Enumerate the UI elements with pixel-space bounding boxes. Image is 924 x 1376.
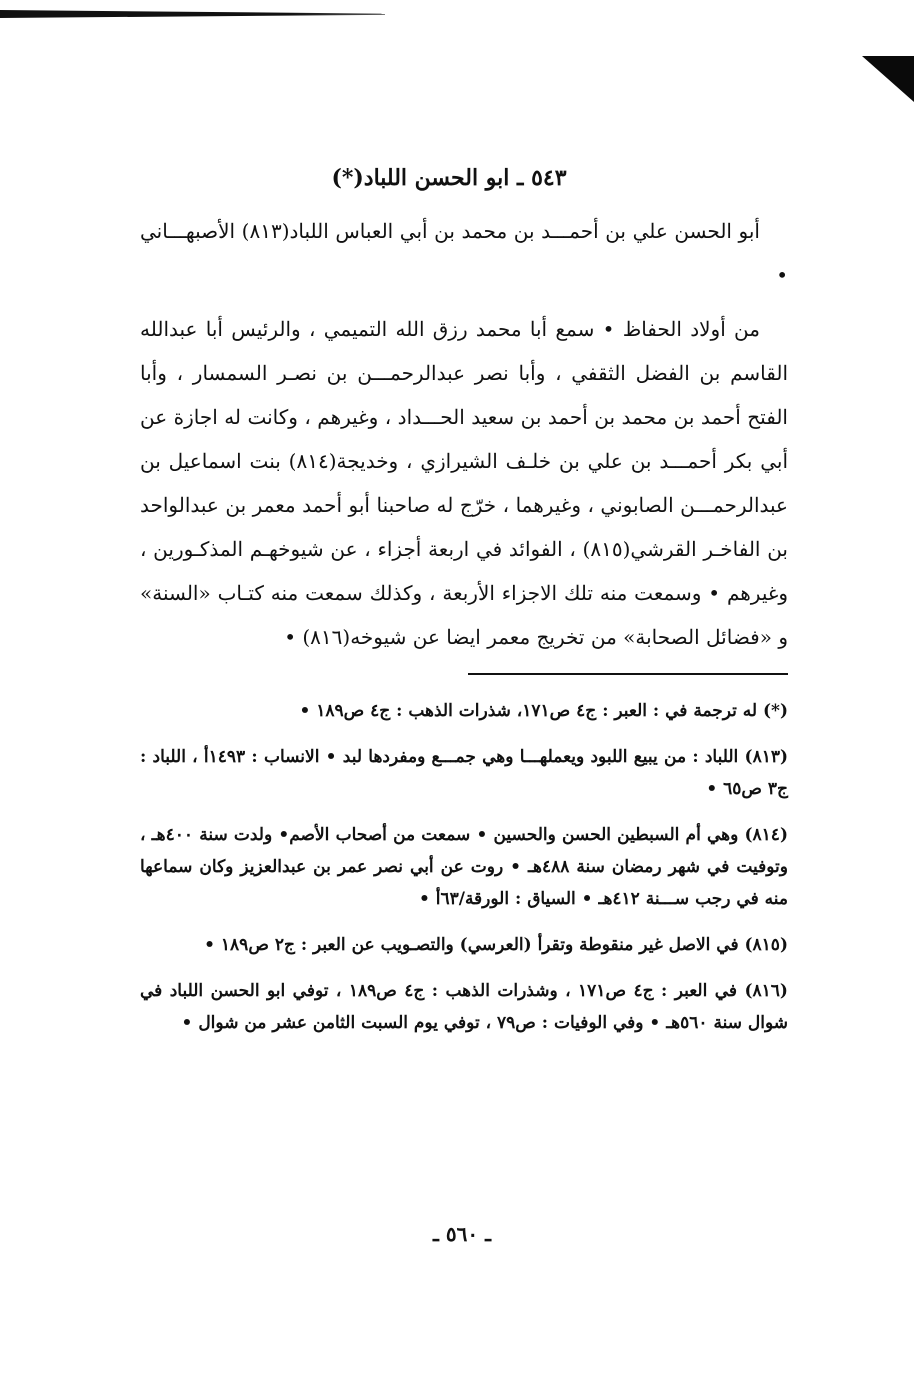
scan-edge-line	[0, 10, 385, 18]
page-number: ـ ٥٦٠ ـ	[433, 1222, 491, 1246]
footnote: (٨١٣) اللباد : من يبيع اللبود ويعملهـــا وهي جمـــع ومفردها لبد • الانساب : ١٤٩٣أ ، اللباد : ج٣ ص٦٥ •	[140, 747, 789, 799]
paragraph-name: أبو الحسن علي بن أحمـــد بن محمد بن أبي العباس اللباد(٨١٣) الأصبهـــاني •	[140, 219, 788, 287]
entry-heading: ٥٤٣ ـ ابو الحسن اللباد(*)	[331, 165, 567, 191]
footnote: (*) له ترجمة في : العبر : ج٤ ص١٧١، شذرات الذهب : ج٤ ص١٨٩ •	[299, 701, 788, 721]
footnote: (٨١٤) وهي أم السبطين الحسن والحسين • سمعت من أصحاب الأصم• ولدت سنة ٤٠٠هـ ، وتوفيت في شهر رمضان سنة ٤٨٨هـ • روت عن أبي نصر عمر بن عبدالعزيز وكان سماعها منه في رجب ســـنة ٤١٢هـ • السياق : الورقة/٦٣أ •	[140, 825, 788, 909]
footnote: (٨١٦) في العبر : ج٤ ص١٧١ ، وشذرات الذهب : ج٤ ص١٨٩ ، توفي ابو الحسن اللباد في شوال سنة ٥٦٠هـ • وفي الوفيات : ص٧٩ ، توفي يوم السبت الثامن عشر من شوال •	[140, 981, 788, 1033]
paragraph-biography: من أولاد الحفاظ • سمع أبا محمد رزق الله التميمي ، والرئيس أبا عبدالله القاسم بن الفضل الثقفي ، وأبا نصر عبدالرحمـــن بن نصـر السمسار ، وأبا الفتح أحمد بن محمد بن أحمد بن سعيد الحـــداد ، وغيرهم ، وكانت له اجازة عن أبي بكر أحمـــد بن علي بن خلـف الشيرازي ، وخديجة(٨١٤) بنت اسماعيل بن عبدالرحمـــن الصابوني ، وغيرهما ، خرّج له صاحبنا أبو أحمد معمر بن عبدالواحد بن الفاخـر القرشي(٨١٥) ، الفوائد في اربعة أجزاء ، عن شيوخهـم المذكـورين ، وغيرهم • وسمعت منه تلك الاجزاء الأربعة ، وكذلك سمعت منه كتـاب «السنة» و «فضائل الصحابة» من تخريج معمر ايضا عن شيوخه(٨١٦) •	[140, 317, 788, 649]
corner-triangle-mark	[862, 56, 914, 102]
page-content	[140, 165, 788, 1053]
footnote: (٨١٥) في الاصل غير منقوطة وتقرأ (العرسي) والتصـويب عن العبر : ج٢ ص١٨٩ •	[204, 935, 788, 955]
entry-body	[140, 209, 788, 659]
footnote-divider	[468, 673, 788, 675]
footnotes	[140, 695, 788, 1039]
